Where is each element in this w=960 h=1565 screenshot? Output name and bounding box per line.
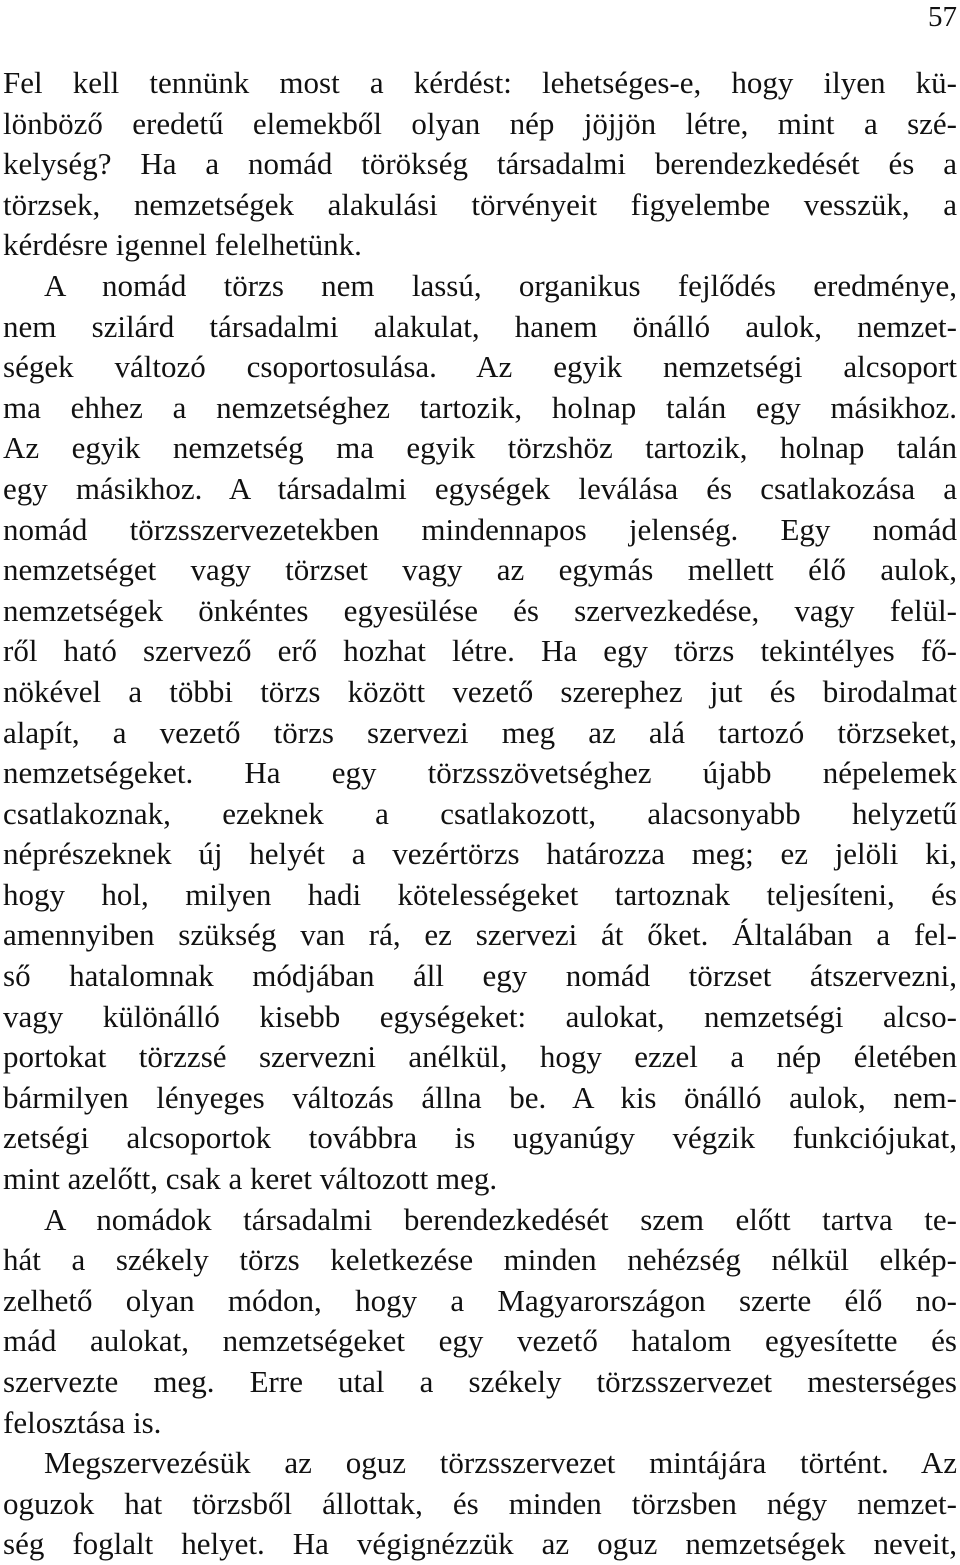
- text-line: kérdésre igennel felelhetünk.: [3, 227, 362, 263]
- text-line: hogy hol, milyen hadi kötelességeket tartoznak teljesíteni, és: [3, 876, 957, 912]
- text-line: csatlakoznak, ezeknek a csatlakozott, alacsonyabb helyzetű: [3, 795, 957, 831]
- text-line: zetségi alcsoportok továbbra is ugyanúgy végzik funkciójukat,: [3, 1120, 957, 1156]
- text-line: A nomád törzs nem lassú, organikus fejlődés eredménye,: [44, 267, 957, 303]
- text-line: nemzetségeket. Ha egy törzsszövetséghez újabb népelemek: [3, 755, 957, 791]
- text-line: oguzok hat törzsből állottak, és minden törzsben négy nemzet-: [3, 1485, 957, 1521]
- text-line: nomád törzsszervezetekben mindennapos jelenség. Egy nomád: [3, 511, 957, 547]
- text-body: [3, 63, 957, 1565]
- text-line: ma ehhez a nemzetséghez tartozik, holnap talán egy másikhoz.: [3, 389, 957, 425]
- text-line: A nomádok társadalmi berendezkedését szem előtt tartva te-: [44, 1201, 957, 1237]
- text-line: nemzetségek önkéntes egyesülése és szervezkedése, vagy felül-: [3, 592, 957, 628]
- text-line: alapít, a vezető törzs szervezi meg az alá tartozó törzseket,: [3, 714, 957, 750]
- text-line: néprészeknek új helyét a vezértörzs határozza meg; ez jelöli ki,: [3, 836, 957, 872]
- text-line: hát a székely törzs keletkezése minden nehézség nélkül elkép-: [3, 1242, 957, 1278]
- text-line: ség foglalt helyet. Ha végignézzük az oguz nemzetségek neveit,: [3, 1526, 957, 1562]
- text-line: nemzetséget vagy törzset vagy az egymás mellett élő aulok,: [3, 552, 957, 588]
- text-line: nem szilárd társadalmi alakulat, hanem önálló aulok, nemzet-: [3, 308, 957, 344]
- page-number: 57: [928, 1, 957, 33]
- text-line: mád aulokat, nemzetségeket egy vezető hatalom egyesítette és: [3, 1323, 957, 1359]
- text-line: nökével a többi törzs között vezető szerephez jut és birodalmat: [3, 673, 957, 709]
- text-line: Megszervezésük az oguz törzsszervezet mintájára történt. Az: [44, 1445, 957, 1481]
- text-line: amennyiben szükség van rá, ez szervezi át őket. Általában a fel-: [3, 917, 957, 953]
- text-line: felosztása is.: [3, 1404, 162, 1440]
- text-line: mint azelőtt, csak a keret változott meg.: [3, 1161, 498, 1197]
- text-line: egy másikhoz. A társadalmi egységek leválása és csatlakozása a: [3, 470, 957, 506]
- text-line: Az egyik nemzetség ma egyik törzshöz tartozik, holnap talán: [3, 430, 957, 466]
- text-line: portokat törzzsé szervezni anélkül, hogy ezzel a nép életében: [3, 1039, 957, 1075]
- text-line: Fel kell tennünk most a kérdést: lehetséges-e, hogy ilyen kü-: [3, 65, 957, 100]
- text-line: vagy különálló kisebb egységeket: aulokat, nemzetségi alcso-: [3, 998, 957, 1034]
- text-line: zelhető olyan módon, hogy a Magyarországon szerte élő no-: [3, 1282, 957, 1318]
- text-line: törzsek, nemzetségek alakulási törvényeit figyelembe vesszük, a: [3, 186, 957, 222]
- text-line: szervezte meg. Erre utal a székely törzsszervezet mesterséges: [3, 1364, 957, 1399]
- text-line: bármilyen lényeges változás állna be. A kis önálló aulok, nem-: [3, 1079, 957, 1115]
- text-line: kelység? Ha a nomád törökség társadalmi berendezkedését és a: [3, 146, 957, 182]
- text-line: ső hatalomnak módjában áll egy nomád törzset átszervezni,: [3, 958, 957, 994]
- text-line: ségek változó csoportosulása. Az egyik nemzetségi alcsoport: [3, 349, 957, 385]
- text-line: lönböző eredetű elemekből olyan nép jöjjön létre, mint a szé-: [3, 105, 957, 141]
- text-line: ről ható szervező erő hozhat létre. Ha egy törzs tekintélyes fő-: [3, 633, 957, 669]
